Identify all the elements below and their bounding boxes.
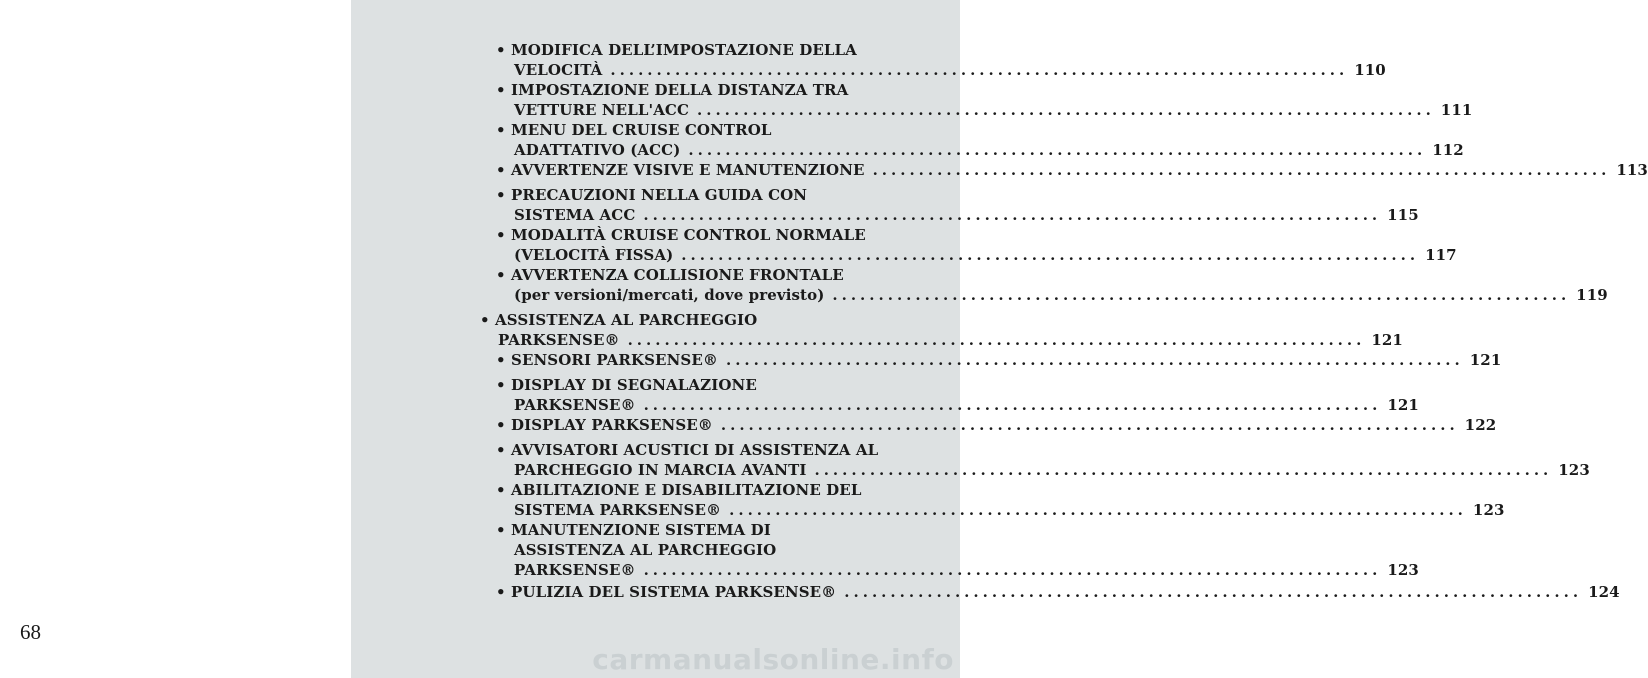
toc-entry[interactable] <box>496 160 1648 180</box>
toc-entry[interactable] <box>496 40 1386 80</box>
toc-entry-line <box>496 500 1505 520</box>
toc-entry-line <box>496 480 898 500</box>
toc-entry-title: • MANUTENZIONE SISTEMA DI <box>496 521 771 539</box>
toc-entry-line <box>496 440 898 460</box>
toc-entry-line <box>496 100 1473 120</box>
watermark: carmanualsonline.info <box>592 643 954 676</box>
toc-entry-line <box>480 310 898 330</box>
toc-entry[interactable] <box>496 375 1419 415</box>
toc-dot-leader: ................................................................................ <box>720 416 1459 434</box>
toc-dot-leader: ................................................................................ <box>872 161 1611 179</box>
toc-entry-title: PARCHEGGIO IN MARCIA AVANTI <box>514 461 807 479</box>
toc-page-number[interactable]: 121 <box>1371 331 1403 349</box>
toc-entry-line <box>496 540 898 560</box>
toc-page-number[interactable]: 123 <box>1558 461 1590 479</box>
toc-entry-title: PARKSENSE® <box>498 331 620 349</box>
toc-entry-title: • SENSORI PARKSENSE® <box>496 351 718 369</box>
toc-page-number[interactable]: 113 <box>1616 161 1648 179</box>
toc-entry-line <box>496 375 898 395</box>
toc-dot-leader: ................................................................................ <box>643 561 1382 579</box>
toc-entry[interactable] <box>496 185 1419 225</box>
toc-page-number[interactable]: 122 <box>1464 416 1497 434</box>
toc-page-number[interactable]: 124 <box>1588 583 1620 601</box>
toc-entry-title: • PRECAUZIONI NELLA GUIDA CON <box>496 186 808 204</box>
toc-page-number[interactable]: 121 <box>1469 351 1502 369</box>
toc-entry-line <box>496 40 898 60</box>
toc-entry-title: • DISPLAY DI SEGNALAZIONE <box>496 376 757 394</box>
toc-page-number[interactable]: 115 <box>1387 206 1419 224</box>
toc-entry-title: • PULIZIA DEL SISTEMA PARKSENSE® <box>496 583 837 601</box>
toc-entry-title: SISTEMA ACC <box>514 206 636 224</box>
toc-entry-title: (per versioni/mercati, dove previsto) <box>514 286 825 304</box>
toc-entry-title: SISTEMA PARKSENSE® <box>514 501 722 519</box>
toc-entry-line <box>496 285 1608 305</box>
toc-dot-leader: ................................................................................ <box>610 61 1349 79</box>
toc-dot-leader: ................................................................................ <box>725 351 1464 369</box>
toc-entry-title: • AVVERTENZA COLLISIONE FRONTALE <box>496 266 844 284</box>
toc-entry[interactable] <box>496 120 1464 160</box>
toc-entry[interactable] <box>496 80 1473 120</box>
toc-entry-title: • AVVISATORI ACUSTICI DI ASSISTENZA AL <box>496 441 879 459</box>
toc-dot-leader: ................................................................................ <box>643 396 1382 414</box>
toc-entry-title: • IMPOSTAZIONE DELLA DISTANZA TRA <box>496 81 849 99</box>
toc-dot-leader: ................................................................................ <box>729 501 1467 519</box>
toc-entry[interactable] <box>496 520 1419 580</box>
toc-entry-title: • ASSISTENZA AL PARCHEGGIO <box>480 311 758 329</box>
toc-entry-line <box>496 185 898 205</box>
page-number: 68 <box>20 620 41 644</box>
toc-dot-leader: ................................................................................ <box>814 461 1553 479</box>
toc-entry-line <box>496 225 898 245</box>
toc-entry-title: • MENU DEL CRUISE CONTROL <box>496 121 772 139</box>
toc-entry-line <box>496 245 1457 265</box>
toc-entry-title: (VELOCITÀ FISSA) <box>514 246 674 264</box>
toc-entry-line <box>496 560 1419 580</box>
toc-entry-line <box>496 415 1497 435</box>
toc-page-number[interactable]: 110 <box>1354 61 1386 79</box>
toc-entry[interactable] <box>496 225 1457 265</box>
toc-page-number[interactable]: 112 <box>1432 141 1464 159</box>
toc-page-number[interactable]: 111 <box>1440 101 1473 119</box>
toc-entry-title: ASSISTENZA AL PARCHEGGIO <box>514 541 777 559</box>
toc-entry-line <box>496 395 1419 415</box>
toc-entry[interactable] <box>496 265 1608 305</box>
toc-page-number[interactable]: 123 <box>1472 501 1505 519</box>
toc-entry-title: PARKSENSE® <box>514 396 636 414</box>
toc-entry-line <box>496 460 1590 480</box>
toc-entry-line <box>496 80 898 100</box>
toc-entry-line <box>496 160 1648 180</box>
toc-entry-line <box>496 265 898 285</box>
toc-entry-line <box>480 330 1403 350</box>
toc-entry-title: VELOCITÀ <box>514 61 603 79</box>
toc-page-number[interactable]: 123 <box>1387 561 1419 579</box>
toc-entry-line <box>496 60 1386 80</box>
toc-entry-title: VETTURE NELL'ACC <box>514 101 690 119</box>
toc-entry-title: • DISPLAY PARKSENSE® <box>496 416 713 434</box>
toc-entry-title: • MODIFICA DELL’IMPOSTAZIONE DELLA <box>496 41 857 59</box>
toc-dot-leader: ................................................................................ <box>643 206 1382 224</box>
toc-entry[interactable] <box>496 350 1502 370</box>
toc-dot-leader: ................................................................................ <box>832 286 1571 304</box>
toc-entry-line <box>496 140 1464 160</box>
toc-entry-title: • ABILITAZIONE E DISABILITAZIONE DEL <box>496 481 862 499</box>
toc-dot-leader: ................................................................................ <box>688 141 1427 159</box>
toc-entry-line <box>496 120 898 140</box>
toc-page-number[interactable]: 119 <box>1576 286 1608 304</box>
toc-entry-line <box>496 350 1502 370</box>
toc-dot-leader: ................................................................................ <box>681 246 1420 264</box>
toc-entry-title: PARKSENSE® <box>514 561 636 579</box>
toc-entry-title: ADATTATIVO (ACC) <box>514 141 681 159</box>
toc-dot-leader: ................................................................................ <box>627 331 1366 349</box>
toc-entry-title: • MODALITÀ CRUISE CONTROL NORMALE <box>496 226 866 244</box>
toc-entry-line <box>496 582 1620 602</box>
toc-page-number[interactable]: 117 <box>1425 246 1457 264</box>
toc-entry-line <box>496 520 898 540</box>
toc-entry[interactable] <box>496 480 1505 520</box>
toc-entry[interactable] <box>480 310 1403 350</box>
toc-entry[interactable] <box>496 440 1590 480</box>
toc-page-number[interactable]: 121 <box>1387 396 1419 414</box>
toc-entry[interactable] <box>496 415 1497 435</box>
toc-entry-title: • AVVERTENZE VISIVE E MANUTENZIONE <box>496 161 865 179</box>
toc-dot-leader: ................................................................................ <box>844 583 1583 601</box>
toc-entry-line <box>496 205 1419 225</box>
toc-dot-leader: ................................................................................ <box>697 101 1435 119</box>
toc-entry[interactable] <box>496 582 1620 602</box>
